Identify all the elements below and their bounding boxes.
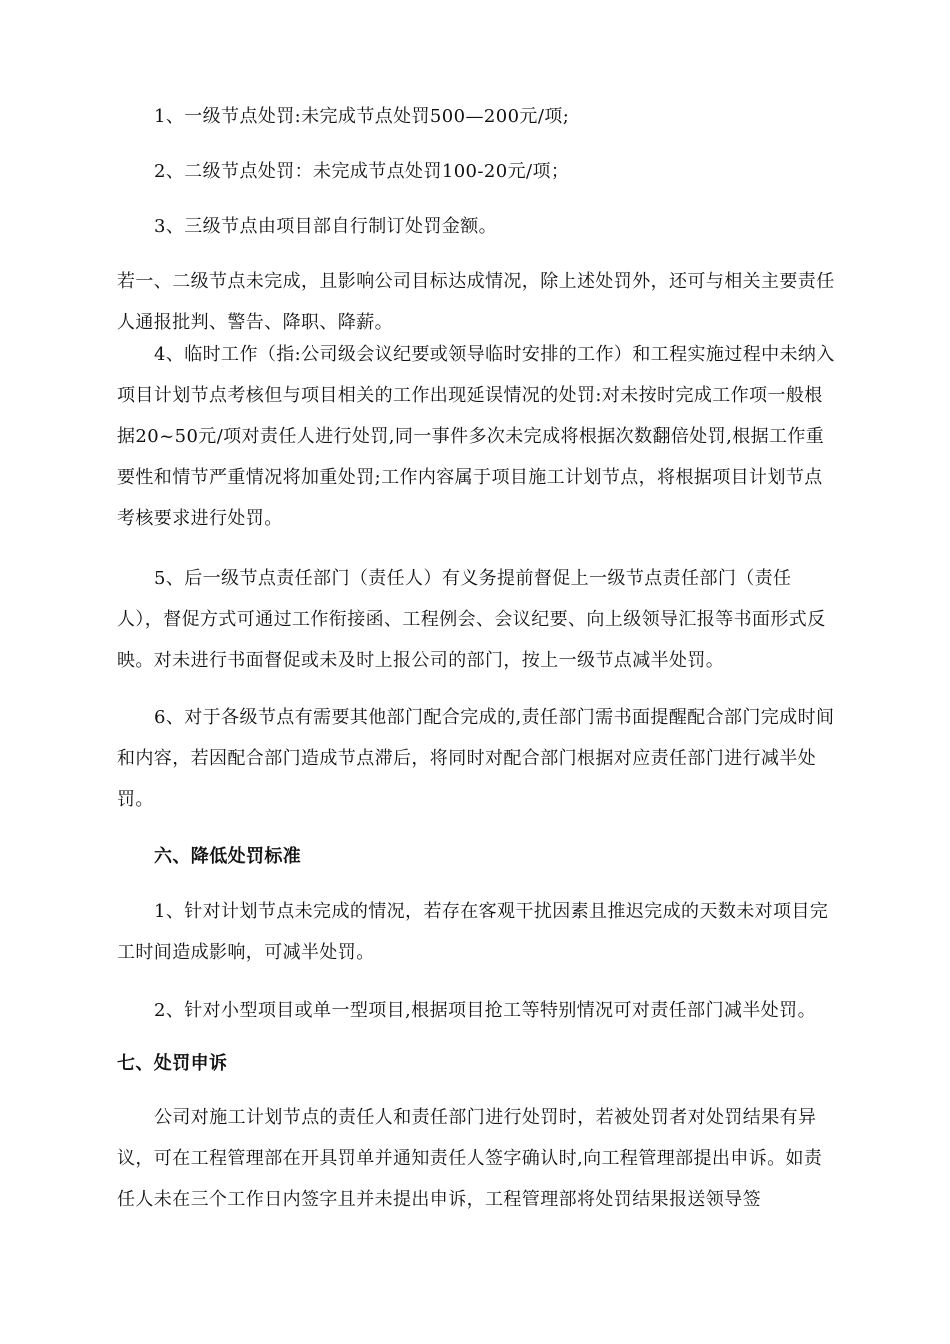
paragraph-reduce-penalty-2: 2、针对小型项目或单一型项目,根据项目抢工等特别情况可对责任部门减半处罚。 xyxy=(154,1000,816,1021)
paragraph-level2-penalty: 2、二级节点处罚：未完成节点处罚100-20元/项； xyxy=(154,161,570,182)
section-heading-appeal: 七、处罚申诉 xyxy=(117,1053,228,1074)
paragraph-supervision-duty: 5、后一级节点责任部门（责任人）有义务提前督促上一级节点责任部门（责任人），督促方式可通过工作衔接函、工程例会、会议纪要、向上级领导汇报等书面形式反映。对未进行书面督促或未及时上报公司的部门，按上一级节点减半处罚。 xyxy=(117,568,826,671)
section-heading-reduce-penalty: 六、降低处罚标准 xyxy=(154,846,302,867)
paragraph-reduce-penalty-1: 1、针对计划节点未完成的情况，若存在客观干扰因素且推迟完成的天数未对项目完工时间造成影响，可减半处罚。 xyxy=(117,901,829,963)
paragraph-appeal-process: 公司对施工计划节点的责任人和责任部门进行处罚时，若被处罚者对处罚结果有异议，可在工程管理部在开具罚单并通知责任人签字确认时,向工程管理部提出申诉。如责任人未在三个工作日内签字且并未提出申诉，工程管理部将处罚结果报送领导签 xyxy=(117,1107,823,1210)
paragraph-cooperation: 6、对于各级节点有需要其他部门配合完成的,责任部门需书面提醒配合部门完成时间和内容，若因配合部门造成节点滞后，将同时对配合部门根据对应责任部门进行减半处罚。 xyxy=(117,707,835,810)
paragraph-level1-penalty: 1、一级节点处罚:未完成节点处罚500—200元/项; xyxy=(154,106,570,127)
paragraph-temporary-work: 4、临时工作（指:公司级会议纪要或领导临时安排的工作）和工程实施过程中未纳入项目计划节点考核但与项目相关的工作出现延误情况的处罚:对未按时完成工作项一般根据20~50元/项对责任人进行处罚,同一事件多次未完成将根据次数翻倍处罚,根据工作重要性和情节严重情况将加重处罚;工作内容属于项目施工计划节点，将根据项目计划节点考核要求进行处罚。 xyxy=(117,344,835,529)
paragraph-level3-penalty: 3、三级节点由项目部自行制订处罚金额。 xyxy=(154,216,498,237)
paragraph-additional-penalty: 若一、二级节点未完成，且影响公司目标达成情况，除上述处罚外，还可与相关主要责任人通报批判、警告、降职、降薪。 xyxy=(117,271,835,333)
